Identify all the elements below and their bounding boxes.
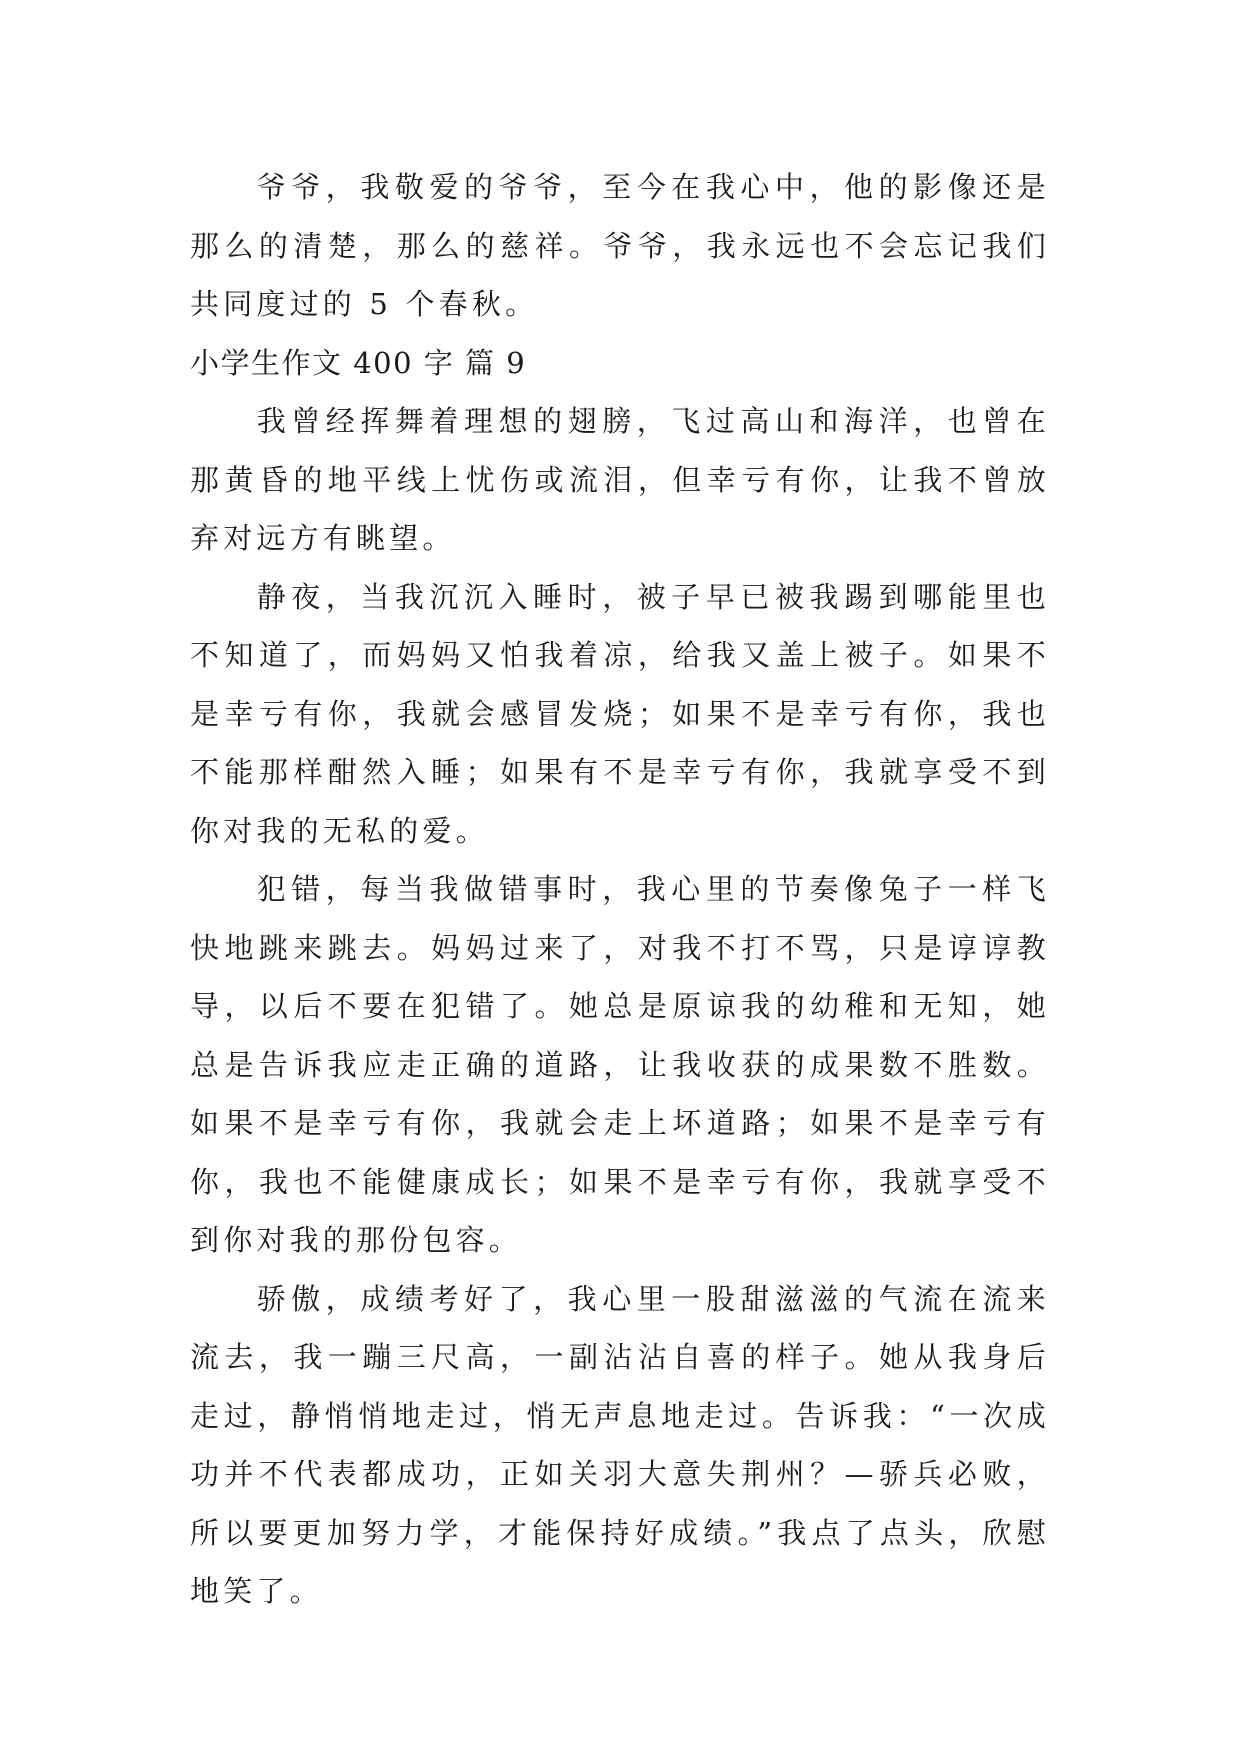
paragraph-dream: 我曾经挥舞着理想的翅膀，飞过高山和海洋，也曾在那黄昏的地平线上忧伤或流泪，但幸亏有你，让我不曾放弃对远方有眺望。 — [190, 404, 1050, 555]
paragraph-night: 静夜，当我沉沉入睡时，被子早已被我踢到哪能里也不知道了，而妈妈又怕我着凉，给我又盖上被子。如果不是幸亏有你，我就会感冒发烧；如果不是幸亏有你，我也不能那样酣然入睡；如果有不是幸亏有你，我就享受不到你对我的无私的爱。 — [190, 579, 1050, 848]
paragraph-mistake: 犯错，每当我做错事时，我心里的节奏像兔子一样飞快地跳来跳去。妈妈过来了，对我不打不骂，只是谆谆教导，以后不要在犯错了。她总是原谅我的幼稚和无知，她总是告诉我应走正确的道路，让我收获的成果数不胜数。如果不是幸亏有你，我就会走上坏道路；如果不是幸亏有你，我也不能健康成长；如果不是幸亏有你，我就享受不到你对我的那份包容。 — [190, 872, 1050, 1257]
section-heading: 小学生作文 400 字 篇 9 — [190, 345, 527, 380]
document-body — [190, 158, 1050, 1621]
paragraph-grandpa: 爷爷，我敬爱的爷爷，至今在我心中，他的影像还是那么的清楚，那么的慈祥。爷爷，我永远也不会忘记我们共同度过的 5 个春秋。 — [190, 170, 1050, 321]
paragraph-pride: 骄傲，成绩考好了，我心里一股甜滋滋的气流在流来流去，我一蹦三尺高，一副沾沾自喜的样子。她从我身后走过，静悄悄地走过，悄无声息地走过。告诉我：“一次成功并不代表都成功，正如关羽大意失荆州？—骄兵必败，所以要更加努力学，才能保持好成绩。”我点了点头，欣慰地笑了。 — [190, 1281, 1050, 1608]
